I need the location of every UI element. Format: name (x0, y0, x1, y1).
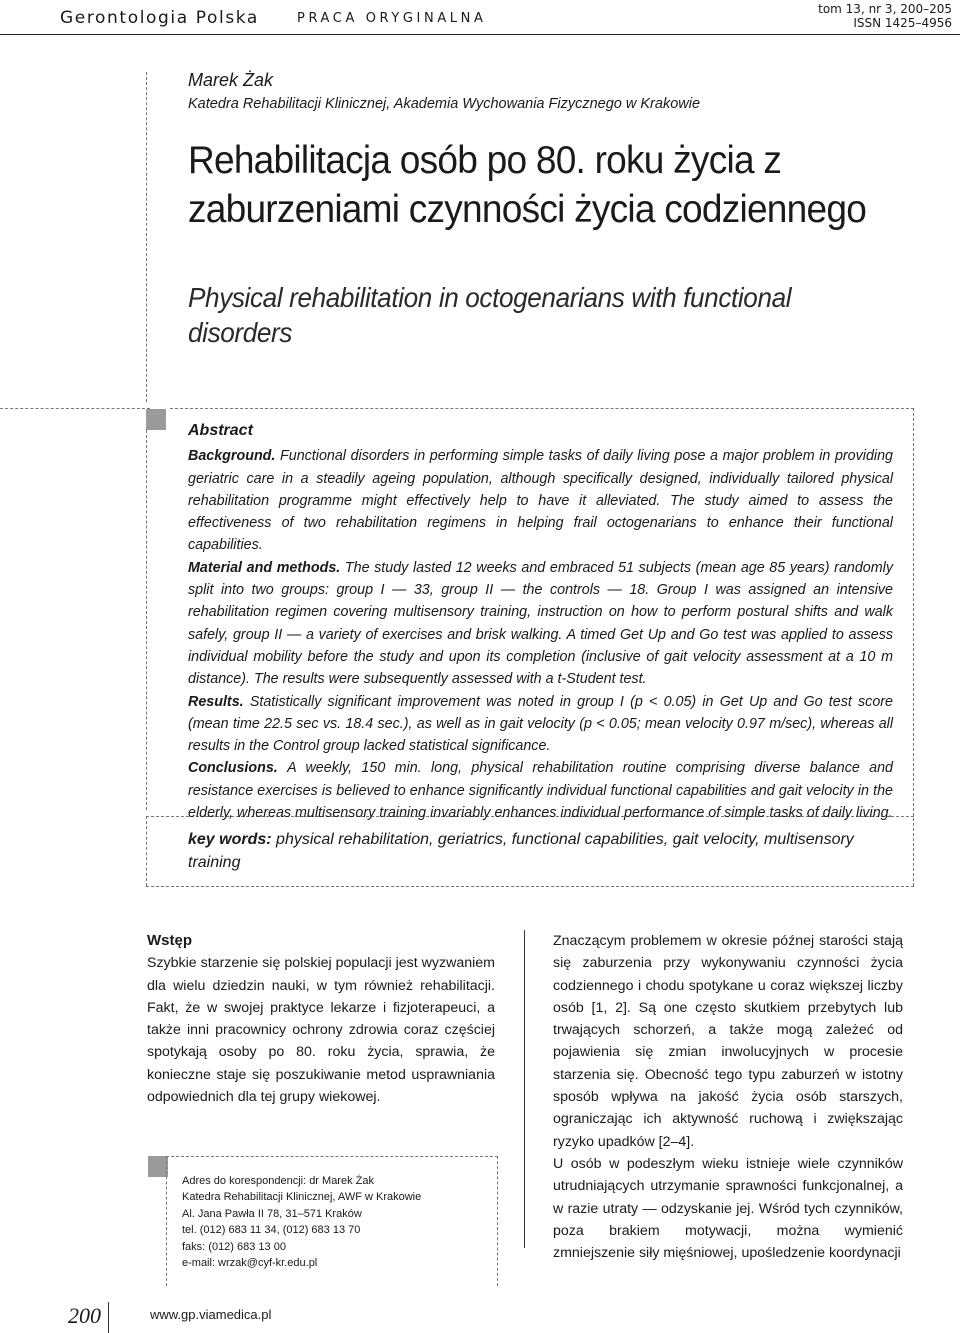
footer-divider (108, 1302, 109, 1333)
abstract-heading: Abstract (188, 422, 253, 439)
title-polish: Rehabilitacja osób po 80. roku życia z zaburzeniami czynności życia codziennego (188, 139, 867, 231)
address-dash-left (166, 1156, 167, 1286)
address-line: Adres do korespondencji: dr Marek Żak (182, 1175, 374, 1187)
section-text: Functional disorders in performing simple tasks of daily living pose a major problem in providing geriatric care in a steadily ageing population, although specifically designed, individually tailored physical rehabilitation programme might effectively help to have it alleviated. The study aimed to assess the effectiveness of two rehabilitation regimens in helping frail octogenarians to enhance their functional capabilities. (188, 448, 893, 554)
column-divider (524, 930, 525, 1248)
address-line: tel. (012) 683 11 34, (012) 683 13 70 (182, 1224, 361, 1237)
address-dash-top (166, 1156, 498, 1157)
title-dash-left (146, 72, 147, 402)
abstract-dash-left (146, 430, 147, 810)
journal-url[interactable]: www.gp.viamedica.pl (150, 1307, 272, 1322)
issn: ISSN 1425–4956 (853, 16, 952, 30)
address-line: Katedra Rehabilitacji Klinicznej, AWF w Krakowie (182, 1191, 422, 1204)
body-paragraph: Znaczącym problemem w okresie późnej starości stają się zaburzenia przy wykonywaniu czynności życia codziennego i chodu spotykane u coraz większej liczby osób [1, 2]. Są one często skutkiem przebytych lub trwających schorzeń, a także mogą zależeć od pojawienia się zmian inwolucyjnych w procesie starzenia się. Obecność tego typu zaburzeń w istotny sposób wpływa na jakość życia osób starszych, ograniczając ich aktywność ruchową i zwiększając ryzyko upadków [2–4]. (553, 933, 903, 1150)
body-column-left (147, 930, 495, 1108)
abstract-dash-top (170, 408, 914, 409)
keywords (188, 828, 908, 874)
section-label: Conclusions. (188, 760, 278, 777)
abstract-dash-top-left (0, 408, 150, 409)
section-text: Statistically significant improvement was noted in group I (p < 0.05) in Get Up and Go test score (mean time 22.5 sec vs. 18.4 sec.), as well as in gait velocity (p < 0.05; mean velocity 0.97 m/sec), whereas all results in the Control group lacked statistical significance. (188, 693, 893, 755)
issue-info (818, 2, 952, 30)
header-rule (0, 34, 960, 35)
address-marker-square (148, 1156, 168, 1177)
abstract-conclusions (188, 757, 893, 824)
body-column-right (553, 930, 903, 1264)
correspondence-address (182, 1173, 421, 1271)
page-number: 200 (68, 1303, 101, 1328)
journal-name: Gerontologia Polska (60, 8, 259, 28)
section-text: A weekly, 150 min. long, physical rehabilitation routine comprising diverse balance and resistance exercises is believed to enhance significantly individual functional capabilities and gait velocity in the elderly, whereas multisensory training invariably enhances individual performance of simple tasks of daily living. (188, 760, 893, 822)
section-heading: Wstęp (147, 932, 192, 949)
keywords-dash-left (146, 816, 147, 886)
author-affiliation: Katedra Rehabilitacji Klinicznej, Akademia Wychowania Fizycznego w Krakowie (188, 96, 701, 112)
keywords-dash-bottom (146, 886, 914, 887)
body-paragraph: U osób w podeszłym wieku istnieje wiele czynników utrudniających utrzymanie sprawności funkcjonalnej, a w razie utraty — odzyskanie jej. Wśród tych czynników, poza brakiem motywacji, można wymienić zmniejszenie siły mięśniowej, upośledzenie koordynacji (553, 1155, 903, 1262)
address-line: Al. Jana Pawła II 78, 31–571 Kraków (182, 1207, 362, 1220)
section-label: Results. (188, 693, 244, 710)
section-label: Background. (188, 448, 276, 465)
abstract-methods (188, 557, 893, 691)
address-dash-right (497, 1156, 498, 1286)
email-line: e-mail: wrzak@cyf-kr.edu.pl (182, 1257, 318, 1270)
abstract (188, 420, 893, 824)
volume-info: tom 13, nr 3, 200–205 (818, 2, 952, 16)
keywords-text: physical rehabilitation, geriatrics, functional capabilities, gait velocity, multisensory training (188, 831, 854, 871)
section-label: Material and methods. (188, 559, 341, 576)
author-name: Marek Żak (188, 70, 274, 90)
body-paragraph: Szybkie starzenie się polskiej populacji jest wyzwaniem dla wielu dziedzin nauki, w tym również rehabilitacji. Fakt, że w swojej praktyce lekarze i fizjoterapeuci, a także inni pracownicy ochrony zdrowia coraz częściej spotykają osoby po 80. roku życia, sprawia, że konieczne staje się poszukiwanie metod usprawniania odpowiednich dla tej grupy wiekowej. (147, 955, 495, 1106)
abstract-results (188, 691, 893, 758)
section-text: The study lasted 12 weeks and embraced 51 subjects (mean age 85 years) randomly split into two groups: group I — 33, group II — the controls — 18. Group I was assigned an intensive rehabilitation regimen covering multisensory training, instruction on how to perform postural shifts and walk safely, group II — a variety of exercises and brisk walking. A timed Get Up and Go test was applied to assess individual mobility before the study and upon its completion (inclusive of gait velocity assessment at a 10 m distance). The results were subsequently assessed with a t-Student test. (188, 559, 893, 688)
abstract-background (188, 445, 893, 556)
address-line: faks: (012) 683 13 00 (182, 1240, 286, 1253)
article-type: PRACA ORYGINALNA (297, 11, 487, 26)
title-english: Physical rehabilitation in octogenarians with functional disorders (188, 282, 792, 348)
abstract-dash-right (913, 408, 914, 886)
keywords-label: key words: (188, 831, 272, 848)
abstract-marker-square (146, 409, 166, 430)
